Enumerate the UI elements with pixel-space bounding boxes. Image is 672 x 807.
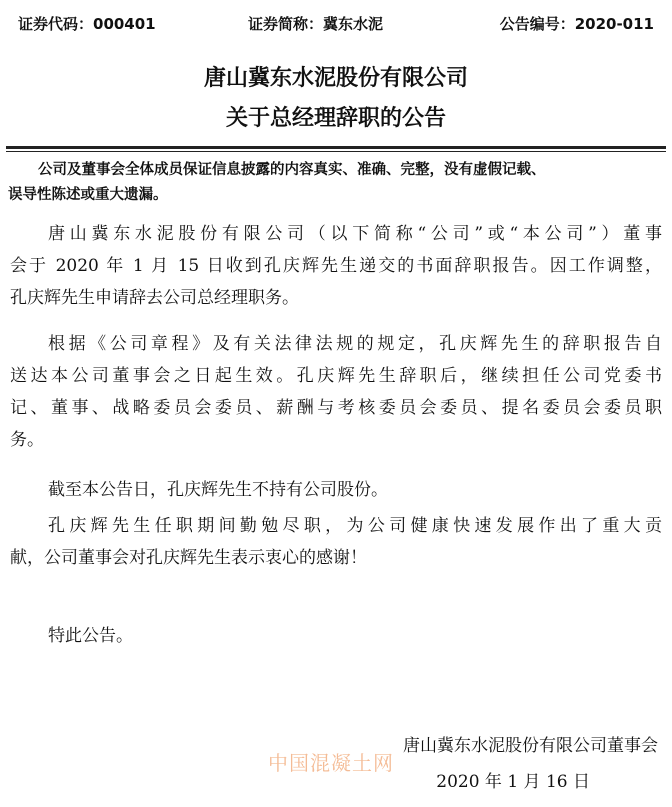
- paragraph-line: 送达本公司董事会之日起生效。孔庆辉先生辞职后，继续担任公司党委书: [10, 366, 662, 386]
- signature-date: 2020 年 1 月 16 日: [436, 772, 590, 792]
- announcement-header: [0, 12, 672, 36]
- paragraph-closing: [10, 620, 662, 652]
- company-title: 唐山冀东水泥股份有限公司: [203, 66, 468, 91]
- paragraph-line: 截至本公告日，孔庆辉先生不持有公司股份。: [48, 480, 388, 500]
- statement-line: 误导性陈述或重大遗漏。: [8, 187, 168, 203]
- board-assurance-statement: [8, 158, 664, 208]
- stock-code: 证券代码：000401: [18, 15, 156, 33]
- paragraph-line: 孔庆辉先生申请辞去公司总经理职务。: [10, 288, 299, 308]
- paragraph-effective-date: [10, 328, 662, 456]
- statement-line: 公司及董事会全体成员保证信息披露的内容真实、准确、完整，没有虚假记载、: [38, 162, 546, 178]
- paragraph-line: 记、董事、战略委员会委员、薪酬与考核委员会委员、提名委员会委员职: [10, 398, 662, 418]
- paragraph-line: 根据《公司章程》及有关法律法规的规定，孔庆辉先生的辞职报告自: [48, 334, 662, 354]
- title-divider-thin: [6, 151, 666, 152]
- paragraph-line: 唐山冀东水泥股份有限公司（以下简称“公司”或“本公司”）董事: [48, 224, 662, 244]
- stock-short-name: 证券简称：冀东水泥: [248, 15, 384, 33]
- announcement-subject: 关于总经理辞职的公告: [225, 106, 446, 131]
- paragraph-appreciation: [10, 510, 662, 574]
- title-divider-thick: [6, 146, 666, 149]
- paragraph-line: 会于 2020 年 1 月 15 日收到孔庆辉先生递交的书面辞职报告。因工作调整，: [10, 256, 662, 276]
- paragraph-line: 孔庆辉先生任职期间勤勉尽职，为公司健康快速发展作出了重大贡: [48, 516, 662, 536]
- paragraph-line: 务。: [10, 430, 44, 450]
- site-watermark: 中国混凝土网: [268, 751, 394, 775]
- paragraph-line: 特此公告。: [48, 626, 133, 646]
- paragraph-resignation-receipt: [10, 218, 662, 314]
- signature-organization: 唐山冀东水泥股份有限公司董事会: [403, 736, 658, 756]
- announcement-number: 公告编号：2020-011: [499, 15, 654, 33]
- paragraph-shareholding: [10, 474, 662, 506]
- paragraph-line: 献，公司董事会对孔庆辉先生表示衷心的感谢！: [10, 548, 367, 568]
